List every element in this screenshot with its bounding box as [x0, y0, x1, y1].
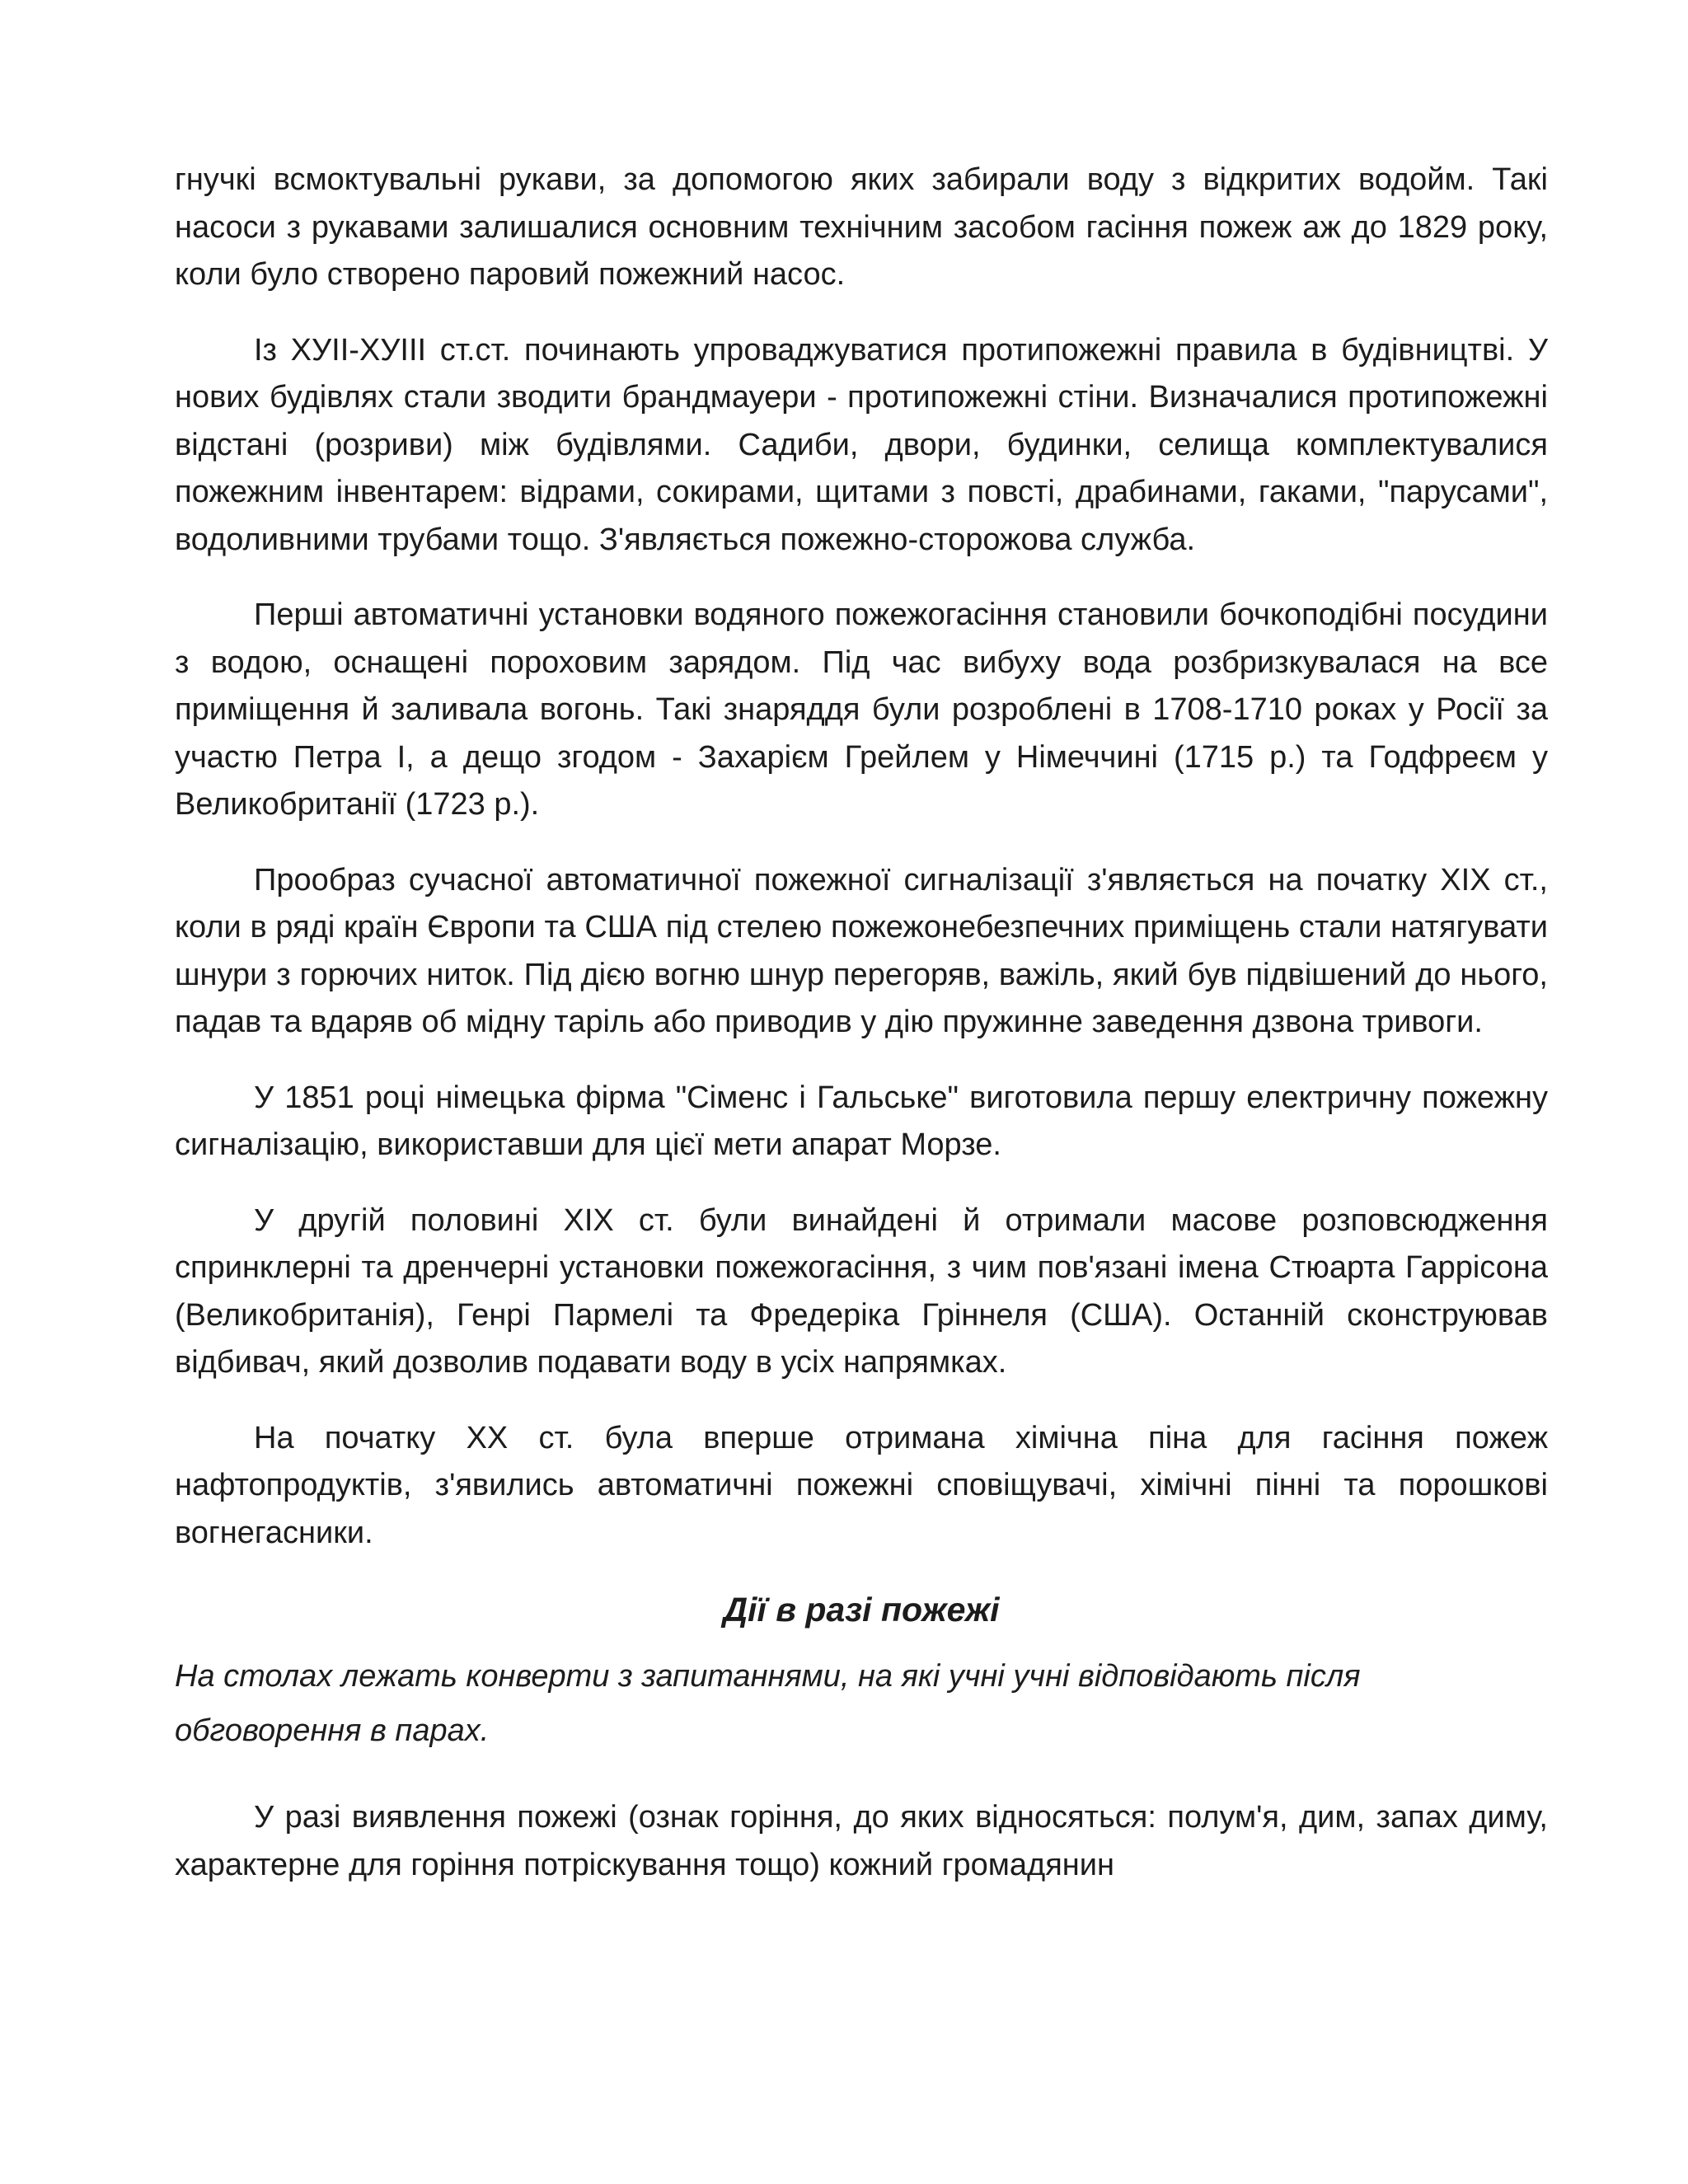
paragraph-fire-detection: У разі виявлення пожежі (ознак горіння, до яких відносяться: полум'я, дим, запах диму, характерне для горіння потріскування тощо) кожний громадянин — [175, 1800, 1548, 1882]
paragraph-chemical-foam: На початку XX ст. була вперше отримана хімічна піна для гасіння пожеж нафтопродуктів, з'явились автоматичні пожежні сповіщувачі, хімічні пінні та порошкові вогнегасники. — [175, 1420, 1548, 1550]
paragraph-fire-safety-rules: Із ХУІІ-ХУІІІ ст.ст. починають упроваджуватися протипожежні правила в будівництві. У нових будівлях стали зводити брандмауери - протипожежні стіни. Визначалися протипожежні відстані (розриви) між будівлями. Садиби, двори, будинки, селища комплектувалися пожежним інвентарем: відрами, сокирами, щитами з повсті, драбинами, гаками, "парусами", водоливними трубами тощо. З'являється пожежно-сторожова служба. — [175, 332, 1548, 557]
paragraph-sprinkler-systems: У другій половині ХІХ ст. були винайдені й отримали масове розповсюдження спринклерні та дренчерні установки пожежогасіння, з чим пов'язані імена Стюарта Гаррісона (Великобританія), Генрі Пармелі та Фредеріка Гріннеля (США). Останній сконструював відбивач, який дозволив подавати воду в усіх напрямках. — [175, 1202, 1548, 1380]
paragraph-siemens-alarm: У 1851 році німецька фірма "Сіменс і Гальське" виготовила першу електричну пожежну сигналізацію, використавши для цієї мети апарат Морзе. — [175, 1080, 1548, 1162]
section-heading: Дії в разі пожежі — [723, 1591, 1000, 1629]
paragraph-fire-hoses: гнучкі всмоктувальні рукави, за допомогою яких забирали воду з відкритих водойм. Такі насоси з рукавами залишалися основним технічним засобом гасіння пожеж аж до 1829 року, коли було створено паровий пожежний насос. — [175, 162, 1548, 292]
paragraph-automatic-extinguishing: Перші автоматичні установки водяного пожежогасіння становили бочкоподібні посудини з водою, оснащені пороховим зарядом. Під час вибуху вода розбризкувалася на все приміщення й заливала вогонь. Такі знаряддя були розроблені в 1708-1710 роках у Росії за участю Петра І, а дещо згодом - Захарієм Грейлем у Німеччині (1715 р.) та Годфреєм у Великобританії (1723 р.). — [175, 598, 1548, 822]
instruction-note: На столах лежать конверти з запитаннями, на які учні учні відповідають після обговорення в парах. — [175, 1659, 1361, 1748]
paragraph-fire-alarm-prototype: Прообраз сучасної автоматичної пожежної сигналізації з'являється на початку ХІХ ст., коли в ряді країн Європи та США під стелею пожежонебезпечних приміщень стали натягувати шнури з горючих ниток. Під дією вогню шнур перегоряв, важіль, який був підвішений до нього, падав та вдаряв об мідну таріль або приводив у дію пружинне заведення дзвона тривоги. — [175, 862, 1548, 1039]
document-body — [175, 157, 1548, 1917]
